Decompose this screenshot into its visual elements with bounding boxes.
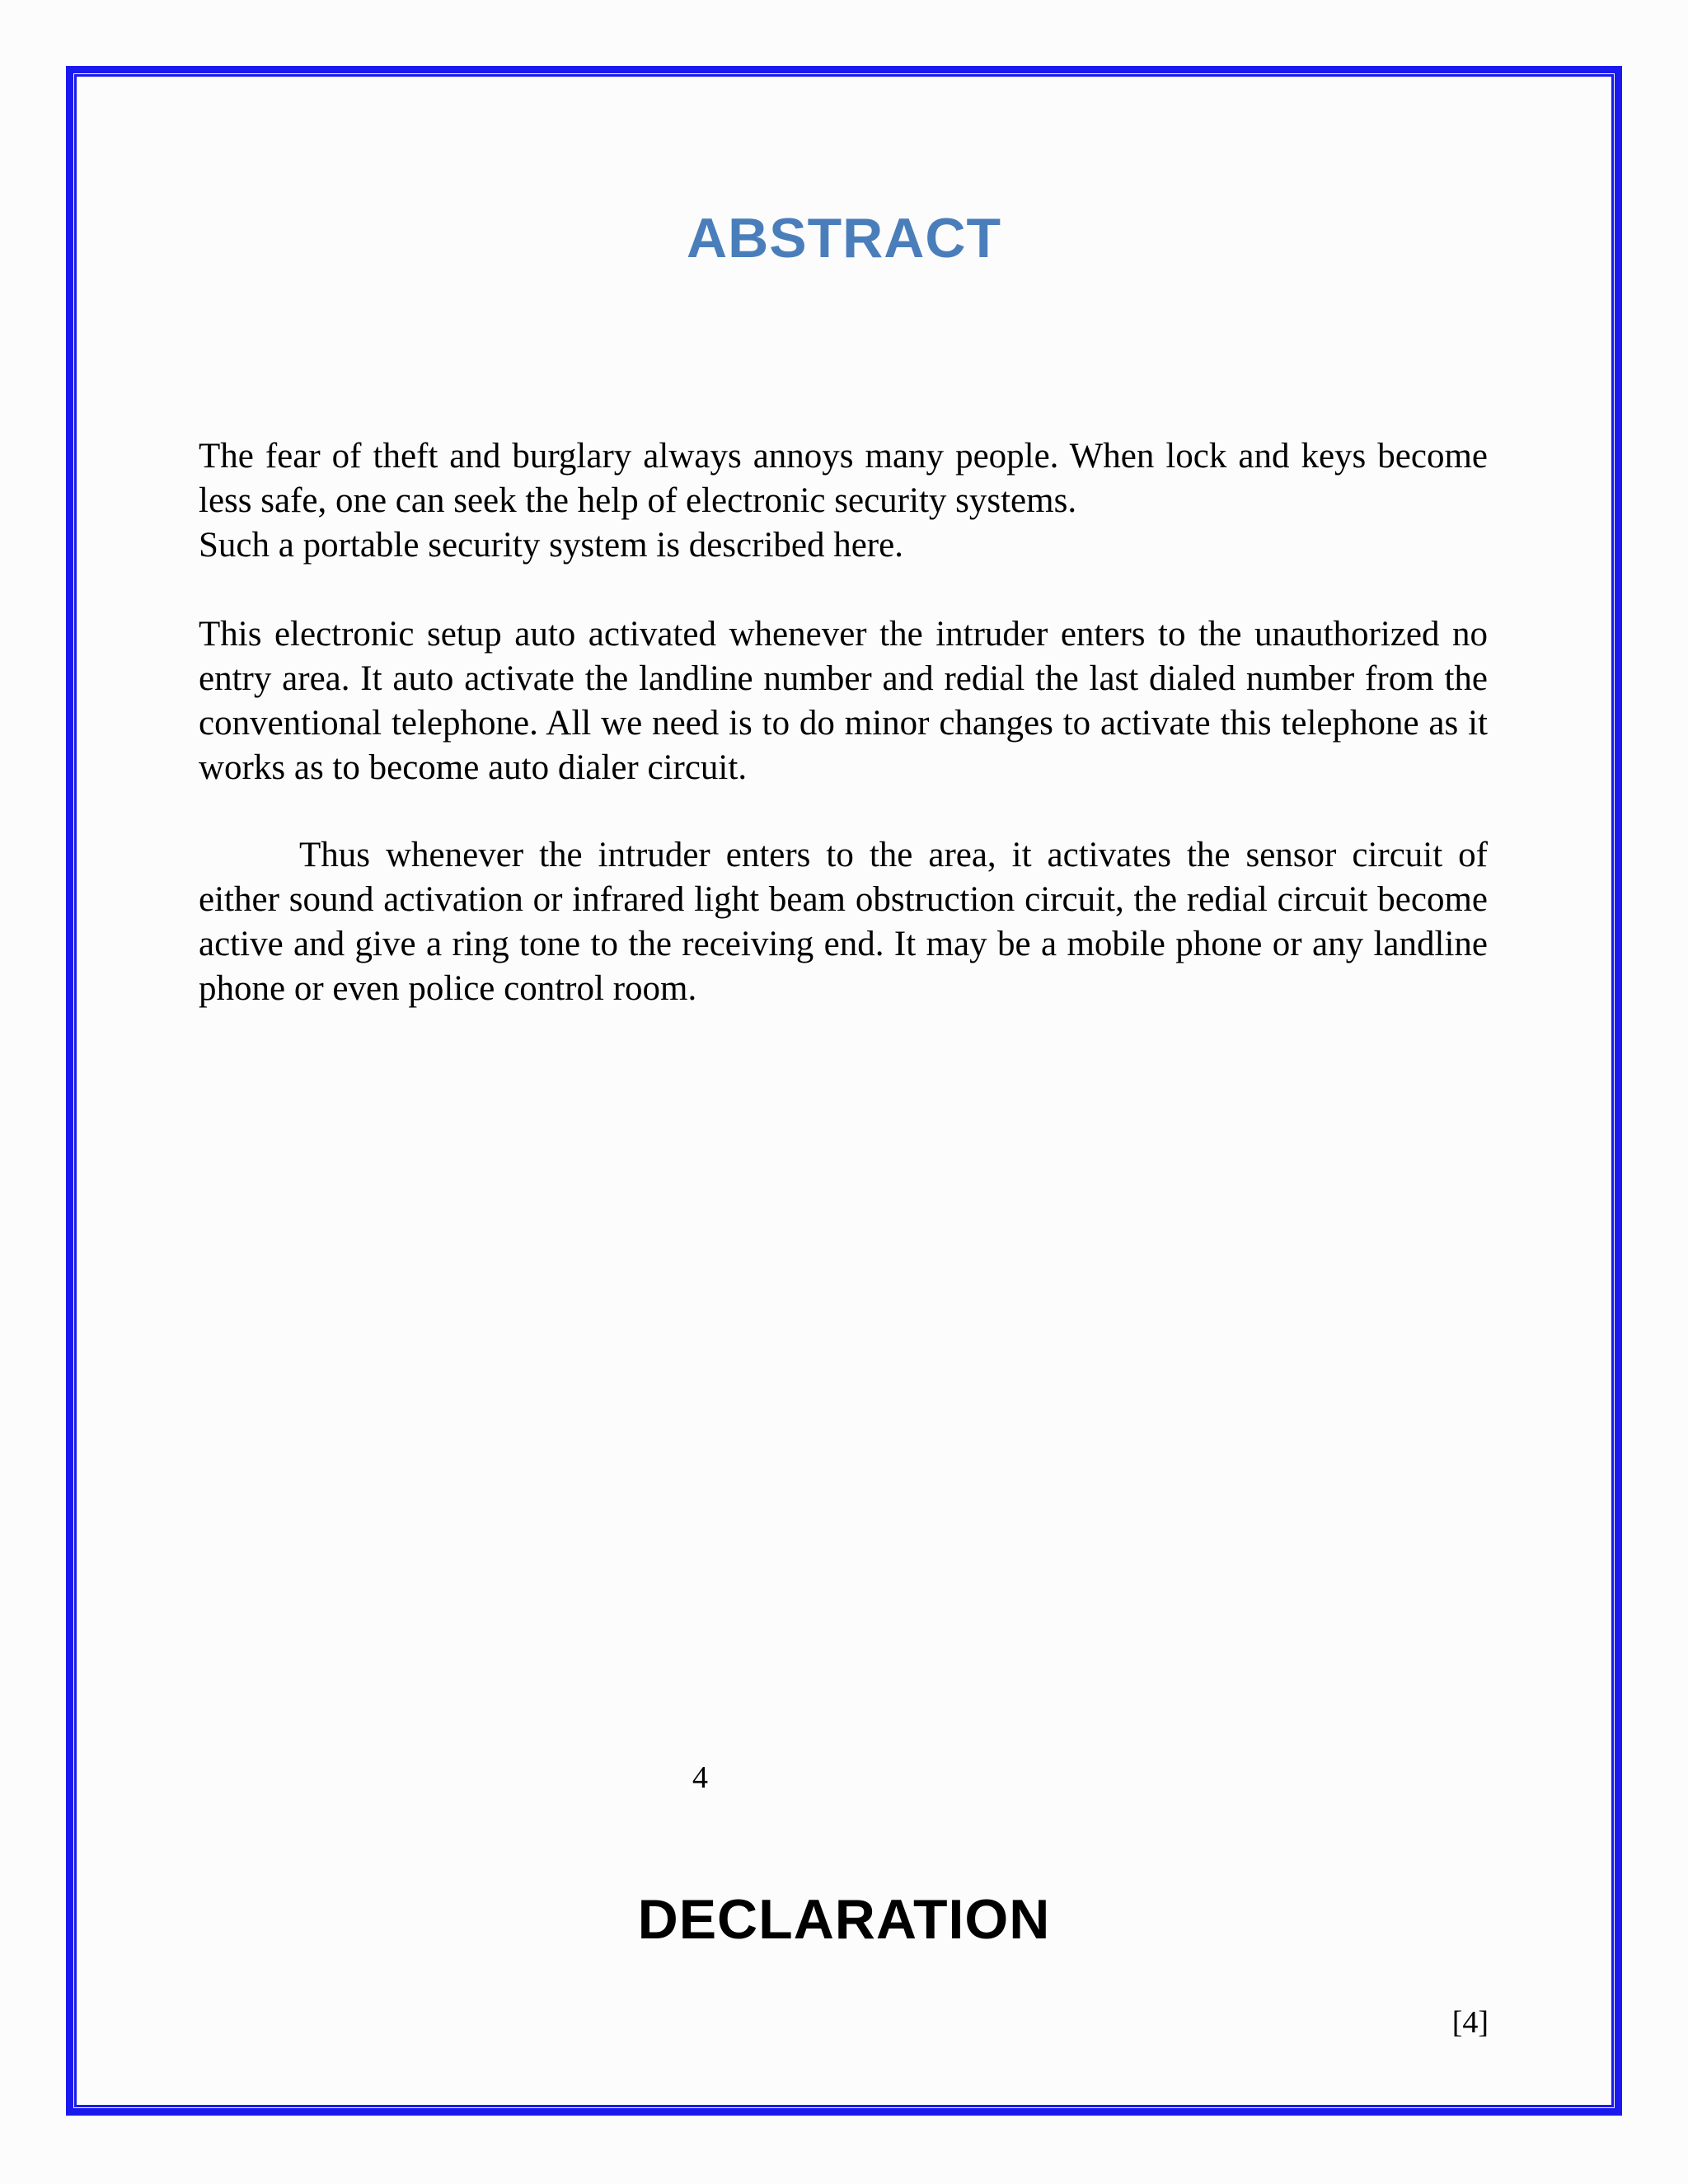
footer-page-number: [4] — [1451, 2005, 1489, 2040]
paragraph-text: This electronic setup auto activated whenever the intruder enters to the unauthorized no entry area. It auto activate the landline number and redial the last dialed number from the conventional telephone. All we need is to do minor changes to activate this telephone as it works as to become auto dialer circuit. — [199, 615, 1488, 787]
page-border-inner — [74, 74, 1614, 2107]
abstract-paragraph-3 — [199, 833, 1488, 1011]
paragraph-text: Thus whenever the intruder enters to the area, it activates the sensor circuit of either sound activation or infrared light beam obstruction circuit, the redial circuit become active and give a ring tone to the receiving end. It may be a mobile phone or any landline phone or even police control room. — [199, 836, 1488, 1008]
abstract-heading: ABSTRACT — [687, 207, 1001, 269]
declaration-heading: DECLARATION — [637, 1888, 1051, 1951]
paragraph-text: The fear of theft and burglary always annoys many people. When lock and keys become less safe, one can seek the help of electronic security systems. — [199, 437, 1488, 520]
abstract-paragraph-2 — [199, 612, 1488, 790]
inner-page-number: 4 — [692, 1760, 708, 1795]
abstract-paragraph-1 — [199, 434, 1488, 568]
paragraph-text: Such a portable security system is described here. — [199, 526, 903, 565]
